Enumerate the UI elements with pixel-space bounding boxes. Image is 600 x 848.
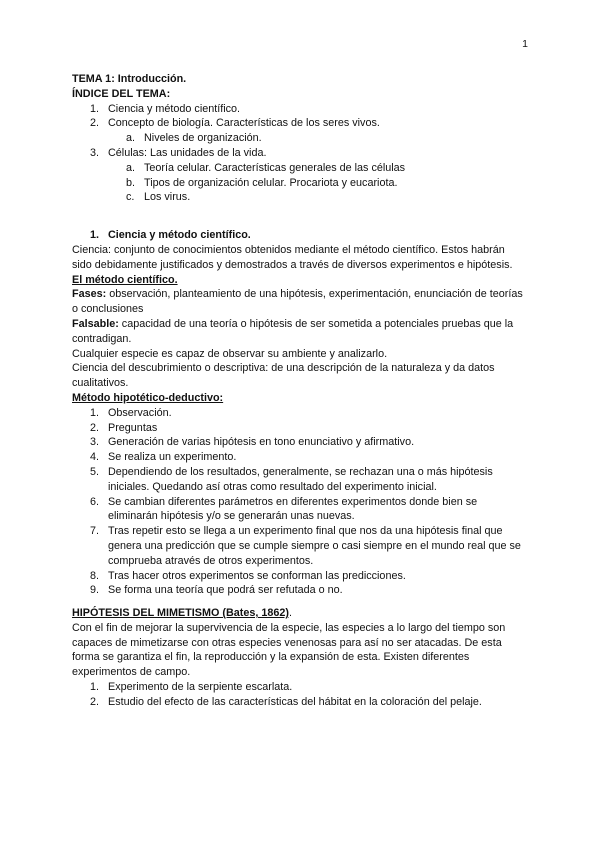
indice-item: 3. Células: Las unidades de la vida. a. Teoría celular. Características generales de las células b. Tipos de organización celular. Procariota y eucariota. c. Los virus.: [72, 146, 527, 205]
step-item: 8. Tras hacer otros experimentos se conforman las predicciones.: [90, 569, 406, 582]
indice-heading: ÍNDICE DEL TEMA:: [72, 87, 171, 100]
indice-subitem: a. Teoría celular. Características generales de las células: [126, 161, 406, 174]
indice-list: [72, 102, 527, 206]
especie-paragraph: Cualquier especie es capaz de observar su ambiente y analizarlo.: [72, 347, 388, 360]
metodo-cientifico-heading: El método científico.: [72, 273, 178, 286]
indice-subitem: a. Niveles de organización.: [126, 132, 262, 145]
document-body: [72, 72, 527, 710]
step-item: 7. Tras repetir esto se llega a un experimento final que nos da una hipótesis final que genera una predicción que se cumple siempre o casi siempre en el mundo real que se comprueba através de otros experimentos.: [90, 525, 521, 567]
step-item: 1. Observación.: [90, 406, 172, 419]
indice-subitem: b. Tipos de organización celular. Procariota y eucariota.: [126, 176, 398, 189]
hipotetico-deductivo-heading: Método hipotético-deductivo:: [72, 391, 224, 404]
mimetismo-paragraph: Con el fin de mejorar la supervivencia de la especie, las especies a lo largo del tiempo son capaces de mimetizarse con otras especies venenosas para así no ser atacadas. De esta forma se garantiza el fin, la reproducción y la expansión de esta. Existen diferentes experimentos de campo.: [72, 621, 506, 679]
step-item: 2. Preguntas: [90, 421, 158, 434]
step-item: 6. Se cambian diferentes parámetros en diferentes experimentos donde bien se eliminarán hipótesis y/o se generarán unas nuevas.: [90, 495, 478, 523]
step-item: 4. Se realiza un experimento.: [90, 451, 237, 464]
mimetismo-item: 2. Estudio del efecto de las características del hábitat en la coloración del pelaje.: [90, 695, 482, 708]
section-1-heading: 1. Ciencia y método científico.: [90, 229, 251, 242]
ciencia-definition: Ciencia: conjunto de conocimientos obtenidos mediante el método científico. Estos habrán sido debidamente justificados y demostrados a través de diversos experimentos e hipótesis.: [72, 243, 513, 271]
fases-paragraph: Fases: observación, planteamiento de una hipótesis, experimentación, enunciación de teorías o conclusiones: [72, 288, 523, 316]
mimetismo-item: 1. Experimento de la serpiente escarlata.: [90, 681, 293, 694]
indice-subitem: c. Los virus.: [126, 191, 191, 204]
hipotetico-steps-list: [72, 406, 527, 598]
indice-sublist: [72, 131, 527, 146]
step-item: 3. Generación de varias hipótesis en tono enunciativo y afirmativo.: [90, 436, 415, 449]
tema-title: TEMA 1: Introducción.: [72, 73, 187, 85]
step-item: 5. Dependiendo de los resultados, generalmente, se rechazan una o más hipótesis iniciales. Quedando así otras como resultado del experimento inicial.: [90, 465, 493, 493]
mimetismo-list: [72, 680, 527, 710]
indice-item: 1. Ciencia y método científico.: [90, 102, 241, 115]
falsable-paragraph: Falsable: capacidad de una teoría o hipótesis de ser sometida a potenciales pruebas que la contradigan.: [72, 317, 514, 345]
page-number: 1: [522, 38, 528, 50]
indice-sublist: [72, 161, 527, 205]
indice-item: 2. Concepto de biología. Características de los seres vivos. a. Niveles de organización.: [72, 116, 527, 146]
step-item: 9. Se forma una teoría que podrá ser refutada o no.: [90, 584, 343, 597]
mimetismo-heading: HIPÓTESIS DEL MIMETISMO (Bates, 1862).: [72, 607, 292, 620]
descubrimiento-paragraph: Ciencia del descubrimiento o descriptiva: de una descripción de la naturaleza y da datos cualitativos.: [72, 362, 495, 390]
